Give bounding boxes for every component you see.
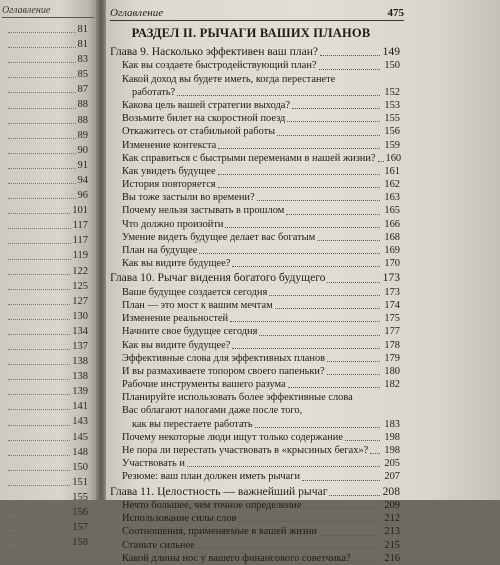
dot-leader [319, 525, 380, 535]
toc-entry-page-number: 174 [384, 299, 400, 311]
left-toc-row [0, 475, 96, 490]
toc-entry-row [110, 312, 400, 325]
toc-entry-page-number: 198 [384, 431, 400, 443]
section-title: РАЗДЕЛ II. РЫЧАГИ ВАШИХ ПЛАНОВ [131, 26, 371, 40]
toc-entry-title: Не пора ли перестать участвовать в «крысиных бегах»? [122, 445, 369, 457]
toc-entry-title: История повторяется [122, 179, 216, 191]
left-toc-page-number: 134 [72, 325, 88, 337]
toc-entry-title: Вы тоже застыли во времени? [122, 192, 255, 204]
toc-entry-page-number: 180 [384, 365, 400, 377]
dot-leader [8, 143, 76, 154]
toc-entry-page-number: 213 [384, 526, 400, 538]
left-toc-row [0, 203, 96, 218]
toc-entry-title: Как справиться с быстрыми переменами в нашей жизни? [122, 152, 376, 164]
dot-leader [257, 191, 380, 201]
toc-entry-title: Какой длины нос у вашего финансового советчика? [122, 552, 351, 564]
dot-leader [177, 86, 380, 96]
toc-entry-page-number: 173 [384, 286, 400, 298]
dot-leader [8, 233, 71, 244]
toc-entry-title: Эффективные слова для эффективных планов [122, 352, 326, 364]
toc-entry-page-number: 177 [384, 326, 400, 338]
toc-entry-title: Почему некоторые люди ищут только содержание [122, 431, 343, 443]
dot-leader [345, 431, 380, 441]
left-toc-page-number: 158 [72, 537, 88, 549]
toc-entry-row [110, 365, 400, 378]
page-shadow [430, 0, 500, 500]
left-toc-row [0, 490, 96, 505]
toc-entry-page-number: 207 [384, 471, 400, 483]
dot-leader [8, 490, 70, 501]
dot-leader [218, 165, 380, 175]
dot-leader [327, 352, 380, 362]
toc-entry-title: Рабочие инструменты вашего разума [122, 379, 286, 391]
left-toc-row [0, 158, 96, 173]
left-toc-row [0, 369, 96, 384]
toc-entry-title: Умение видеть будущее делает вас богатым [122, 231, 316, 243]
left-toc-row [0, 535, 96, 550]
toc-entry-title: Глава 10. Рычаг видения богатого будущего [110, 271, 326, 285]
dot-leader [218, 139, 380, 149]
left-toc-row [0, 414, 96, 429]
toc-entry-title: Откажитесь от стабильной работы [122, 126, 276, 138]
dot-leader [320, 44, 380, 56]
toc-entry-title: Планируйте использовать более эффективные слова [122, 392, 353, 404]
toc-entry-row [110, 112, 400, 125]
toc-entry-page-number: 179 [384, 352, 400, 364]
left-toc-page-number: 81 [77, 24, 88, 35]
left-toc-page-number: 139 [72, 386, 88, 398]
dot-leader [8, 369, 70, 380]
left-toc-page-number: 157 [72, 522, 88, 534]
toc-entry-page-number: 168 [384, 231, 400, 243]
dot-leader [8, 324, 70, 335]
toc-chapter-row [110, 44, 400, 59]
dot-leader [8, 264, 70, 275]
toc-entry-title: работать? [132, 86, 176, 98]
left-toc-page-number: 155 [72, 491, 88, 503]
toc-entry-title: Какова цель вашей стратегии выхода? [122, 99, 290, 111]
toc-entry-page-number: 169 [384, 245, 400, 257]
dot-leader [8, 520, 70, 531]
left-toc-page-number: 127 [72, 295, 88, 307]
dot-leader [8, 460, 70, 471]
toc-entry-row [110, 352, 400, 365]
left-toc-row [0, 384, 96, 399]
dot-leader [187, 457, 380, 467]
toc-entry-title: И вы размахиваете топором своего папеньки? [122, 365, 325, 377]
toc-entry-title: План на будущее [122, 245, 198, 257]
toc-entry-row [110, 391, 400, 404]
toc-entry-page-number: 178 [384, 339, 400, 351]
toc-entry-page-number: 166 [384, 218, 400, 230]
left-toc-row [0, 294, 96, 309]
left-toc-page-number: 141 [72, 401, 88, 413]
toc-entry-row [110, 299, 400, 312]
dot-leader [286, 204, 380, 214]
left-toc-page-number: 117 [72, 235, 88, 247]
page-header [110, 6, 404, 21]
dot-leader [8, 414, 70, 425]
toc-entry-title: Соотношения, применяемые в вашей жизни [122, 526, 318, 538]
dot-leader [317, 231, 380, 241]
left-toc-page-number: 125 [72, 280, 88, 292]
left-toc-page-number: 81 [77, 39, 88, 51]
dot-leader [225, 218, 380, 228]
left-toc-row [0, 399, 96, 414]
toc-entry-page-number: 159 [384, 139, 400, 151]
current-page [106, 0, 500, 564]
left-toc-page-number: 138 [72, 356, 88, 368]
left-toc-row [0, 309, 96, 324]
left-toc-row [0, 248, 96, 263]
toc-entry-row [110, 59, 400, 72]
toc-entry-page-number: 183 [384, 418, 400, 430]
toc-entry-page-number: 150 [384, 60, 400, 72]
dot-leader [197, 539, 380, 549]
toc-entry-title: Использование силы слов [122, 513, 237, 525]
left-toc-row [0, 143, 96, 158]
left-toc-page-number: 88 [77, 114, 88, 126]
dot-leader [8, 173, 76, 184]
dot-leader [218, 178, 381, 188]
dot-leader [327, 270, 380, 282]
dot-leader [8, 354, 70, 365]
toc-entry-row [110, 244, 400, 257]
toc-entry-title: Глава 9. Насколько эффективен ваш план? [110, 45, 319, 58]
dot-leader [8, 97, 76, 108]
toc-entry-page-number: 155 [384, 113, 400, 125]
dot-leader [302, 470, 380, 480]
dot-leader [8, 158, 76, 169]
dot-leader [8, 294, 70, 305]
toc-entry-row [110, 512, 400, 525]
dot-leader [8, 309, 70, 320]
toc-entry-title: как вы перестаете работать [132, 418, 253, 430]
left-toc-row [0, 520, 96, 535]
left-toc-row [0, 82, 96, 97]
dot-leader [255, 418, 380, 428]
left-toc-page-number: 85 [77, 69, 88, 81]
left-toc-page-number: 88 [77, 99, 88, 111]
left-toc-row [0, 354, 96, 369]
left-toc-page-number: 138 [72, 371, 88, 383]
dot-leader [303, 499, 380, 509]
left-toc-row [0, 173, 96, 188]
dot-leader [370, 444, 380, 454]
dot-leader [8, 37, 76, 48]
left-toc-page-number: 83 [77, 54, 88, 66]
dot-leader [292, 99, 380, 109]
dot-leader [8, 128, 76, 139]
toc-entry-title: Как вы видите будущее? [122, 258, 231, 270]
dot-leader [199, 244, 380, 254]
header-section-name: Оглавление [110, 7, 164, 19]
toc-entry-page-number: 212 [384, 513, 400, 525]
toc-entry-page-number: 175 [384, 313, 400, 325]
dot-leader [277, 125, 380, 135]
toc-entry-row [110, 73, 400, 86]
left-toc-row [0, 218, 96, 233]
toc-entry-row [110, 499, 400, 512]
dot-leader [288, 378, 380, 388]
toc-entry-row [110, 86, 400, 99]
dot-leader [287, 112, 380, 122]
toc-entry-title: Какой доход вы будете иметь, когда перестанете [122, 73, 336, 85]
toc-entry-title: Ваше будущее создается сегодня [122, 286, 268, 298]
toc-entry-page-number: 156 [384, 126, 400, 138]
toc-entry-title: Глава 11. Целостность — важнейший рычаг [110, 484, 328, 498]
toc-chapter-row [110, 270, 400, 285]
toc-entry-title: Начните свое будущее сегодня [122, 326, 258, 338]
dot-leader [8, 52, 76, 63]
left-toc-row [0, 67, 96, 82]
left-toc-row [0, 188, 96, 203]
toc-entry-title: Как вы видите будущее? [122, 339, 231, 351]
toc-entry-page-number: 182 [384, 379, 400, 391]
toc-entry-row [110, 325, 400, 338]
left-toc-row [0, 339, 96, 354]
toc-entry-page-number: 149 [382, 45, 400, 58]
toc-entry-row [110, 470, 400, 483]
toc-entry-page-number: 165 [384, 205, 400, 217]
left-toc-row [0, 430, 96, 445]
left-toc-page-number: 130 [72, 310, 88, 322]
left-toc-row [0, 324, 96, 339]
toc-entry-title: Резюме: ваш план должен иметь рычаги [122, 471, 301, 483]
left-toc-row [0, 460, 96, 475]
toc-entry-row [110, 418, 400, 431]
left-toc-row [0, 22, 96, 37]
toc-entry-page-number: 215 [384, 539, 400, 551]
dot-leader [8, 384, 70, 395]
dot-leader [259, 325, 380, 335]
dot-leader [8, 113, 76, 124]
dot-leader [230, 312, 380, 322]
toc-entry-row [110, 444, 400, 457]
dot-leader [8, 430, 70, 441]
dot-leader [8, 188, 76, 199]
dot-leader [8, 445, 70, 456]
dot-leader [378, 152, 384, 162]
left-toc-page-number: 145 [72, 431, 88, 443]
left-toc-page-number: 156 [72, 507, 88, 518]
left-page-number-list [0, 22, 96, 550]
left-toc-page-number: 101 [72, 205, 88, 217]
toc-entry-row [110, 404, 400, 417]
toc-entry-row [110, 178, 400, 191]
left-toc-row [0, 37, 96, 52]
toc-entry-page-number: 152 [384, 86, 400, 98]
toc-entry-row [110, 457, 400, 470]
toc-entry-page-number: 170 [384, 258, 400, 270]
toc-entry-row [110, 218, 400, 231]
left-toc-page-number: 91 [77, 159, 88, 171]
dot-leader [8, 218, 71, 229]
dot-leader [8, 399, 70, 410]
toc-entry-row [110, 552, 400, 565]
left-toc-row [0, 279, 96, 294]
left-toc-row [0, 264, 96, 279]
toc-entry-row [110, 378, 400, 391]
toc-entry-title: Изменение контекста [122, 139, 217, 151]
left-toc-row [0, 52, 96, 67]
toc-entry-title: Почему нельзя застывать в прошлом [122, 205, 285, 217]
toc-entry-page-number: 216 [384, 552, 400, 564]
toc-entry-title: Нечто большее, чем точное определение [122, 499, 302, 511]
left-toc-row [0, 128, 96, 143]
toc-entry-row [110, 525, 400, 538]
toc-entry-page-number: 162 [384, 179, 400, 191]
left-toc-row [0, 113, 96, 128]
left-toc-page-number: 137 [72, 340, 88, 352]
left-toc-page-number: 87 [77, 84, 88, 96]
toc-entry-title: Что должно произойти [122, 218, 224, 230]
left-toc-page-number: 119 [72, 250, 88, 262]
left-page-header: Оглавление [2, 5, 94, 18]
toc-entry-title: Как увидеть будущее [122, 165, 216, 177]
left-toc-page-number: 90 [77, 144, 88, 156]
toc-entry-row [110, 539, 400, 552]
left-toc-row [0, 97, 96, 112]
dot-leader [8, 535, 70, 546]
toc-entry-title: Как вы создаете быстродействующий план? [122, 60, 317, 72]
left-toc-page-number: 96 [77, 190, 88, 202]
dot-leader [8, 203, 70, 214]
left-toc-row [0, 505, 96, 520]
dot-leader [8, 339, 70, 350]
toc-entry-title: Участвовать и [122, 458, 185, 470]
toc-entry-title: Вас облагают налогами даже после того, [122, 405, 303, 417]
toc-chapter-row [110, 484, 400, 499]
toc-entry-title: Станьте сильнее [122, 539, 195, 551]
toc-entry-page-number: 163 [384, 192, 400, 204]
toc-entry-row [110, 257, 400, 270]
left-toc-page-number: 117 [72, 220, 88, 232]
dot-leader [319, 59, 380, 69]
dot-leader [8, 248, 71, 259]
left-toc-page-number: 94 [77, 174, 88, 186]
toc-entry-title: Возьмите билет на скоростной поезд [122, 113, 286, 125]
left-toc-row [0, 445, 96, 460]
dot-leader [8, 82, 76, 93]
left-toc-page-number: 89 [77, 129, 88, 141]
dot-leader [329, 484, 380, 496]
table-of-contents [110, 44, 400, 565]
toc-entry-row [110, 99, 400, 112]
dot-leader [269, 286, 380, 296]
toc-entry-page-number: 208 [382, 484, 400, 498]
toc-entry-row [110, 339, 400, 352]
toc-entry-page-number: 153 [384, 99, 400, 111]
toc-entry-title: Изменение реальностей [122, 313, 229, 325]
toc-entry-row [110, 165, 400, 178]
left-toc-page-number: 122 [72, 265, 88, 277]
toc-entry-page-number: 160 [385, 152, 402, 164]
toc-entry-row [110, 191, 400, 204]
toc-entry-row [110, 231, 400, 244]
toc-entry-row [110, 204, 400, 217]
dot-leader [8, 505, 70, 516]
left-toc-page-number: 151 [72, 476, 88, 488]
toc-entry-page-number: 161 [384, 165, 400, 177]
previous-page [0, 0, 100, 549]
toc-entry-page-number: 205 [384, 458, 400, 470]
toc-entry-row [110, 125, 400, 138]
left-toc-row [0, 233, 96, 248]
left-toc-page-number: 143 [72, 416, 88, 428]
toc-entry-title: План — это мост к вашим мечтам [122, 299, 273, 311]
page-number: 475 [387, 7, 404, 19]
dot-leader [353, 552, 380, 562]
dot-leader [275, 299, 380, 309]
left-toc-page-number: 150 [72, 461, 88, 473]
dot-leader [8, 22, 76, 33]
toc-entry-row [110, 152, 400, 165]
toc-entry-page-number: 209 [384, 499, 400, 511]
dot-leader [232, 339, 380, 349]
toc-entry-row [110, 286, 400, 299]
dot-leader [8, 475, 70, 486]
toc-entry-page-number: 173 [382, 271, 400, 285]
dot-leader [327, 365, 380, 375]
dot-leader [8, 67, 76, 78]
dot-leader [8, 279, 70, 290]
toc-entry-row [110, 139, 400, 152]
toc-entry-row [110, 431, 400, 444]
left-toc-page-number: 148 [72, 446, 88, 458]
dot-leader [232, 257, 380, 267]
dot-leader [238, 512, 380, 522]
toc-entry-page-number: 198 [384, 445, 400, 457]
